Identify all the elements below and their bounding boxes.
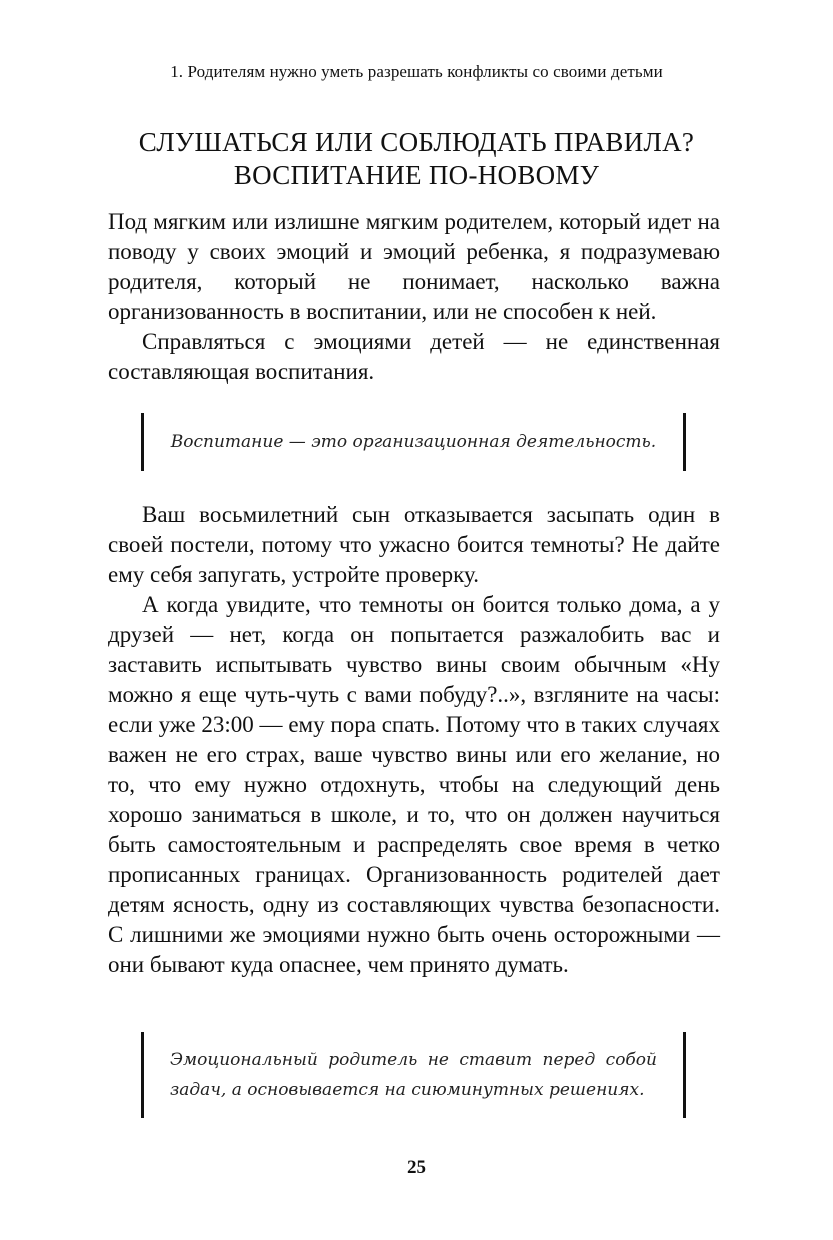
- pull-quote-1: Воспитание — это организационная деятельность.: [141, 413, 686, 471]
- pull-quote-2: Эмоциональный родитель не ставит перед собой задач, а основывается на сиюминутных решениях.: [141, 1032, 686, 1118]
- paragraph: Ваш восьмилетний сын отказывается засыпать один в своей постели, потому что ужасно боится темноты? Не дайте ему себя запугать, устройте проверку.: [108, 502, 720, 587]
- paragraph: Под мягким или излишне мягким родителем, который идет на поводу у своих эмоций и эмоций ребенка, я подразумеваю родителя, который не понимает, насколько важна организованность в воспитании, или не способен к ней.: [108, 209, 720, 324]
- paragraph: А когда увидите, что темноты он боится только дома, а у друзей — нет, когда он попытается разжалобить вас и заставить испытывать чувство вины своим обычным «Ну можно я еще чуть-чуть с вами побуду?..», взгляните на часы: если уже 23:00 — ему пора спать. Потому что в таких случаях важен не его страх, ваше чувство вины или его желание, но то, что ему нужно отдохнуть, чтобы на следующий день хорошо заниматься в школе, и то, что он должен научиться быть самостоятельным и распределять свое время в четко прописанных границах. Организованность родителей дает детям ясность, одну из составляющих чувства безопасности. С лишними же эмоциями нужно быть очень осторожными — они бывают куда опаснее, чем принято думать.: [108, 592, 720, 977]
- paragraph: Справляться с эмоциями детей — не единственная составляющая воспитания.: [108, 329, 720, 384]
- chapter-title-line-2: ВОСПИТАНИЕ ПО-НОВОМУ: [233, 160, 600, 190]
- body-text-block-1: [108, 207, 720, 387]
- chapter-title: [0, 126, 833, 192]
- page-number: 25: [407, 1157, 426, 1178]
- body-text-block-2: [108, 500, 720, 980]
- running-header: 1. Родителям нужно уметь разрешать конфликты со своими детьми: [170, 62, 663, 81]
- chapter-title-line-1: СЛУШАТЬСЯ ИЛИ СОБЛЮДАТЬ ПРАВИЛА?: [138, 127, 695, 157]
